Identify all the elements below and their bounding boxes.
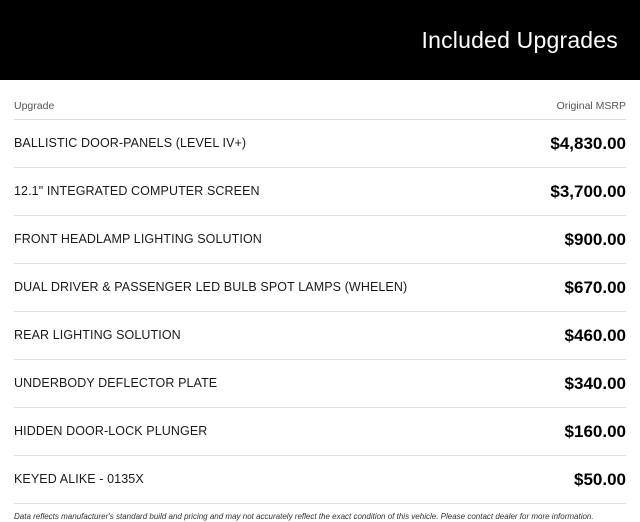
table-row [14,168,626,216]
upgrade-label: HIDDEN DOOR-LOCK PLUNGER [14,423,208,438]
upgrades-content [0,80,640,522]
table-header-row [14,80,626,120]
upgrade-price: $900.00 [564,229,626,249]
table-row [14,216,626,264]
page-header [0,0,640,80]
table-row [14,120,626,168]
upgrade-price: $460.00 [564,325,626,345]
upgrade-price: $670.00 [564,277,626,297]
page-title: Included Upgrades [421,26,618,53]
upgrade-price: $3,700.00 [550,181,626,201]
column-header-upgrade: Upgrade [14,100,55,112]
upgrade-price: $160.00 [564,421,626,441]
upgrade-price: $340.00 [564,373,626,393]
upgrade-label: UNDERBODY DEFLECTOR PLATE [14,375,218,390]
table-row [14,312,626,360]
table-row [14,360,626,408]
upgrade-price: $4,830.00 [550,133,626,153]
upgrade-label: REAR LIGHTING SOLUTION [14,327,181,342]
table-row [14,456,626,504]
upgrade-label: DUAL DRIVER & PASSENGER LED BULB SPOT LAMPS (WHELEN) [14,279,408,294]
column-header-price: Original MSRP [556,100,626,112]
upgrade-label: 12.1" INTEGRATED COMPUTER SCREEN [14,183,260,198]
table-row [14,408,626,456]
disclaimer-text: Data reflects manufacturer's standard build and pricing and may not accurately reflect the exact condition of this vehicle. Please contact dealer for more information. [14,512,594,521]
upgrade-label: KEYED ALIKE - 0135X [14,471,144,486]
upgrade-label: BALLISTIC DOOR-PANELS (LEVEL IV+) [14,135,247,150]
upgrade-price: $50.00 [574,469,626,489]
upgrade-label: FRONT HEADLAMP LIGHTING SOLUTION [14,231,262,246]
table-row [14,264,626,312]
